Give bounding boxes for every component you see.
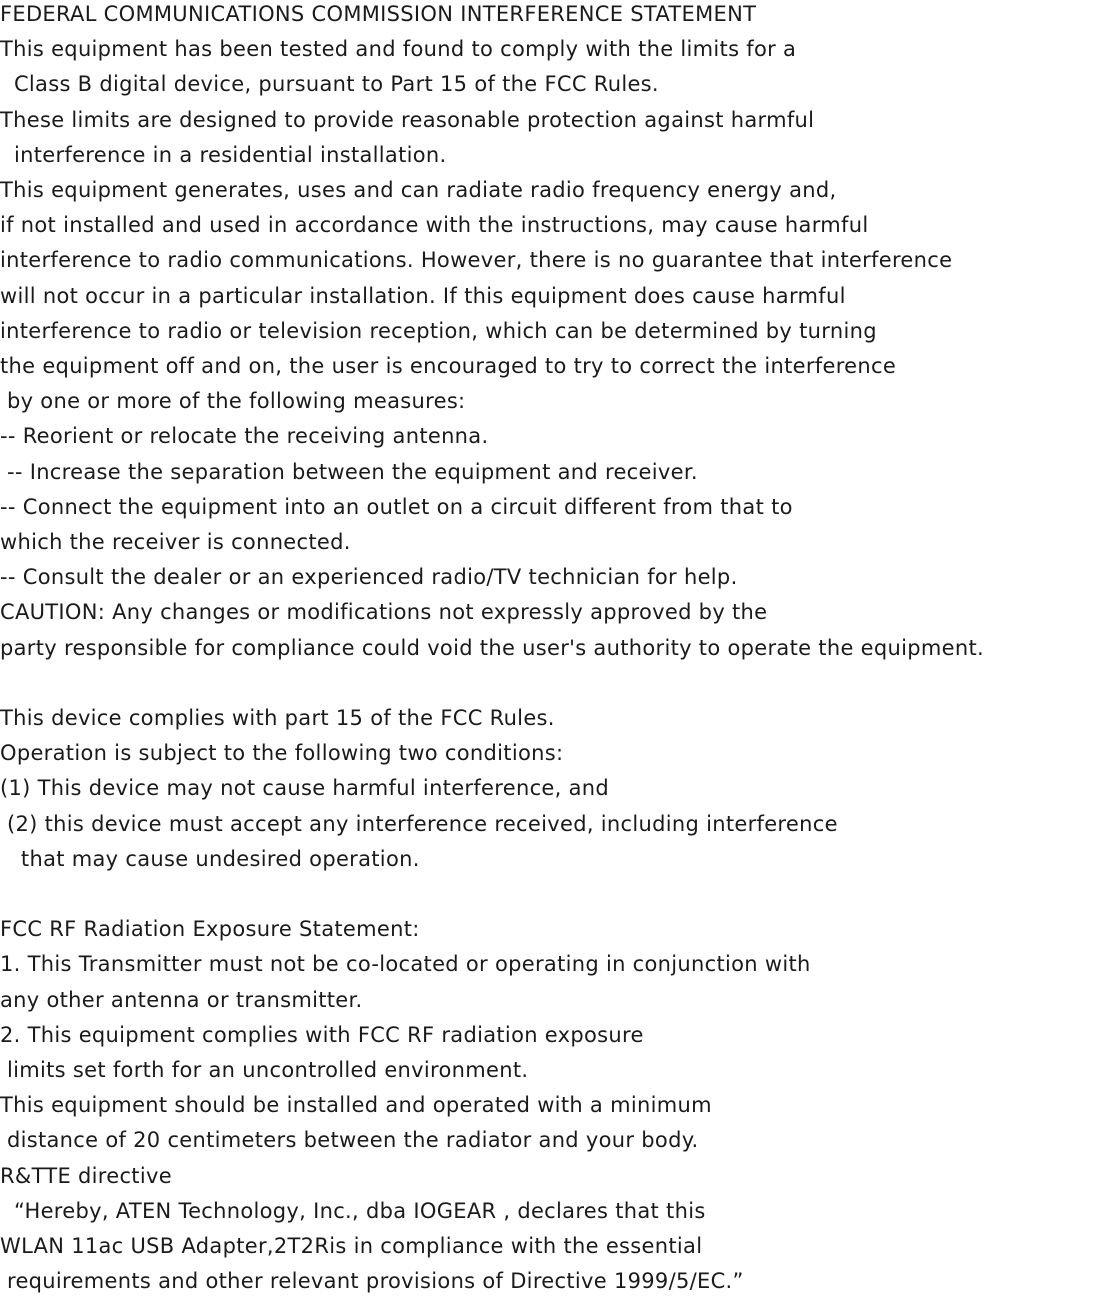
- document-line: interference in a residential installation.: [0, 142, 447, 167]
- document-line: that may cause undesired operation.: [0, 846, 420, 871]
- document-line: any other antenna or transmitter.: [0, 987, 363, 1012]
- document-line: R&TTE directive: [0, 1163, 172, 1188]
- document-line: Class B digital device, pursuant to Part 15 of the FCC Rules.: [0, 72, 659, 97]
- document-line: These limits are designed to provide reasonable protection against harmful: [0, 107, 815, 132]
- document-line: This equipment has been tested and found to comply with the limits for a: [0, 37, 797, 62]
- document-line: This equipment should be installed and operated with a minimum: [0, 1093, 712, 1118]
- document-line: -- Consult the dealer or an experienced radio/TV technician for help.: [0, 565, 738, 590]
- document-line: interference to radio communications. However, there is no guarantee that interference: [0, 248, 953, 273]
- document-line: distance of 20 centimeters between the radiator and your body.: [0, 1128, 699, 1153]
- document-line: FCC RF Radiation Exposure Statement:: [0, 917, 420, 942]
- document-line: party responsible for compliance could void the user's authority to operate the equipment.: [0, 635, 984, 660]
- document-line: -- Reorient or relocate the receiving antenna.: [0, 424, 489, 449]
- document-line: Operation is subject to the following two conditions:: [0, 741, 564, 766]
- document-line: This equipment generates, uses and can radiate radio frequency energy and,: [0, 178, 837, 202]
- document-line: interference to radio or television reception, which can be determined by turning: [0, 318, 877, 343]
- document-line: “Hereby, ATEN Technology, Inc., dba IOGEAR , declares that this: [0, 1198, 706, 1223]
- document-line: -- Connect the equipment into an outlet on a circuit different from that to: [0, 494, 793, 519]
- document-line: (1) This device may not cause harmful interference, and: [0, 776, 610, 801]
- document-line: 2. This equipment complies with FCC RF radiation exposure: [0, 1022, 644, 1047]
- document-line: -- Increase the separation between the equipment and receiver.: [0, 459, 698, 484]
- document-line: by one or more of the following measures:: [0, 389, 466, 414]
- document-line: (2) this device must accept any interference received, including interference: [0, 811, 838, 836]
- document-line: which the receiver is connected.: [0, 530, 351, 554]
- document-line: the equipment off and on, the user is encouraged to try to correct the interference: [0, 354, 897, 378]
- document-line: This device complies with part 15 of the FCC Rules.: [0, 706, 555, 730]
- document-line: FEDERAL COMMUNICATIONS COMMISSION INTERFERENCE STATEMENT: [0, 2, 757, 26]
- document-line: will not occur in a particular installation. If this equipment does cause harmful: [0, 283, 846, 308]
- document-line: requirements and other relevant provisions of Directive 1999/5/EC.”: [0, 1269, 744, 1294]
- document-line: limits set forth for an uncontrolled environment.: [0, 1058, 529, 1082]
- document-line: WLAN 11ac USB Adapter,2T2Ris in compliance with the essential: [0, 1234, 703, 1258]
- document-line: if not installed and used in accordance with the instructions, may cause harmful: [0, 213, 869, 238]
- document-line: CAUTION: Any changes or modifications not expressly approved by the: [0, 600, 768, 625]
- document-line: 1. This Transmitter must not be co-located or operating in conjunction with: [0, 952, 811, 977]
